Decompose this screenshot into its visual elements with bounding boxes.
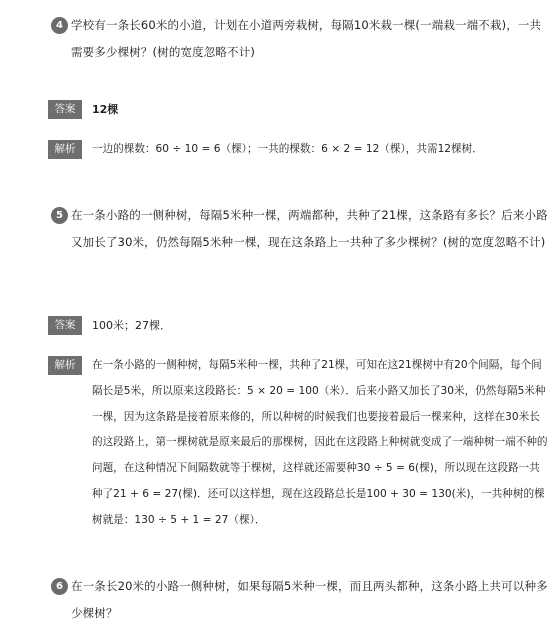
question-number-5: 5 <box>51 207 68 224</box>
question-4-text: 学校有一条长60米的小道，计划在小道两旁栽树，每隔10米栽一棵(一端栽一端不栽)，一共需要多少棵树？(树的宽度忽略不计) <box>71 18 542 59</box>
answer-4: 12棵 <box>92 103 119 116</box>
answer-label-4: 答案 <box>48 100 82 119</box>
analysis-label-4: 解析 <box>48 140 82 159</box>
analysis-label-5: 解析 <box>48 356 82 375</box>
question-5-text: 在一条小路的一侧种树，每隔5米种一棵，两端都种，共种了21棵，这条路有多长？后来小路又加长了30米，仍然每隔5米种一棵，现在这条路上一共种了多少棵树？(树的宽度忽略不计) <box>71 208 548 249</box>
question-number-4: 4 <box>51 17 68 34</box>
question-6-text: 在一条长20米的小路一侧种树，如果每隔5米种一棵，而且两头都种，这条小路上共可以种多少棵树？ <box>71 579 548 620</box>
answer-5: 100米；27棵． <box>92 319 171 332</box>
analysis-4: 一边的棵数：60 ÷ 10 = 6（棵）；一共的棵数：6 × 2 = 12（棵），共需12棵树． <box>92 143 483 155</box>
question-number-6: 6 <box>51 578 68 595</box>
answer-label-5: 答案 <box>48 316 82 335</box>
analysis-5: 在一条小路的一侧种树，每隔5米种一棵，共种了21棵，可知在这21棵树中有20个间隔，每个间隔长是5米，所以原来这段路长：5 × 20 = 100（米）．后来小路又加长了30米，仍然每隔5米种一棵，因为这条路是接着原来修的，所以种树的时候我们也要接着最后一棵来种，这样在30米长的这段路上，第一棵树就是原来最后的那棵树，因此在这段路上种树就变成了一端种树一端不种的问题，在这种情况下间隔数就等于棵树，这样就还需要种30 ÷ 5 = 6(棵)，所以现在这段路一共种了21 + 6 = 27(棵)．还可以这样想，现在这段路总长是100 + 30 = 130(米)，一共种树的棵树就是：130 ÷ 5 + 1 = 27（棵）． <box>92 359 548 526</box>
